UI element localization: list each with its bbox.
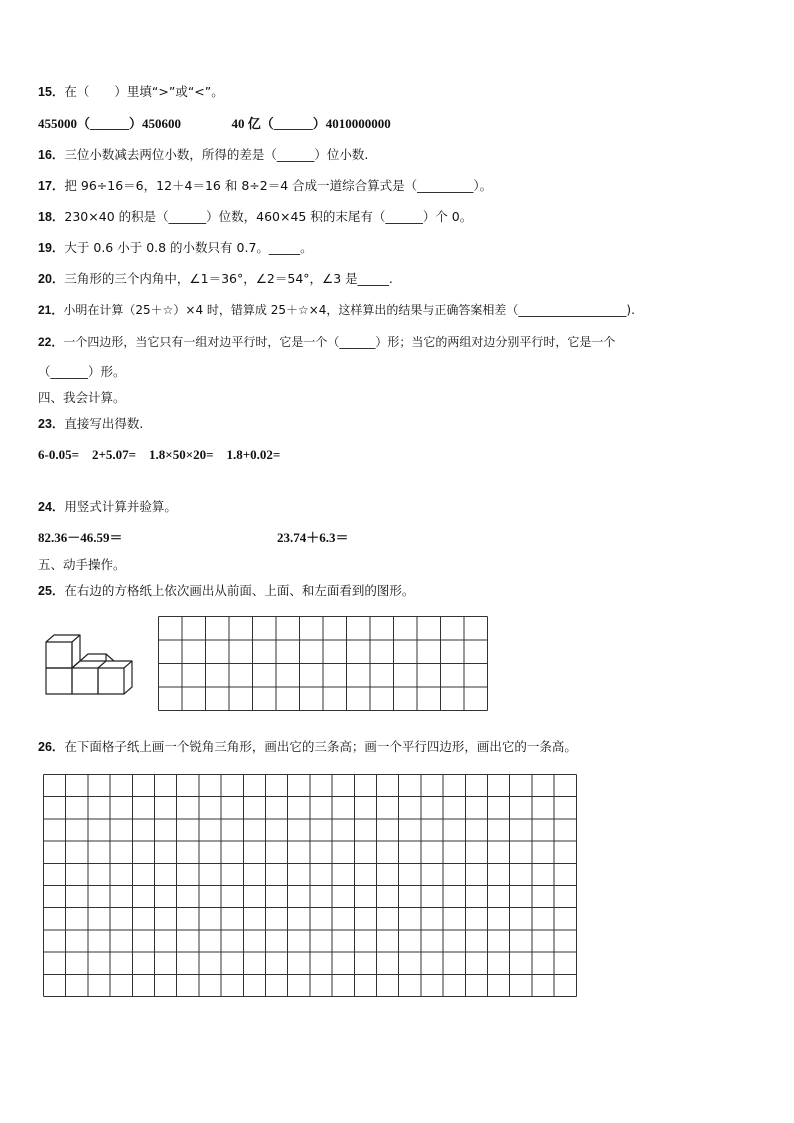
question-text: 在下面格子纸上画一个锐角三角形，画出它的三条高；画一个平行四边形，画出它的一条高。 [64,739,577,754]
question-text: 在右边的方格纸上依次画出从前面、上面、和左面看到的图形。 [64,583,415,598]
question-text[interactable]: 230×40 的积是（______）位数，460×45 积的末尾有（______）个 0。 [64,209,473,224]
question-number: 20． [38,272,65,286]
question-number: 22． [38,335,64,349]
question-number: 21． [38,303,64,317]
question-23-expressions [38,447,280,463]
comparison-b[interactable]: 40 亿（______）4010000000 [231,116,391,131]
question-text: 在（ ）里填“>”或“<”。 [64,84,224,99]
question-text[interactable]: 大于 0.6 小于 0.8 的小数只有 0.7。_____。 [64,240,313,255]
cube-stack-figure [44,628,140,696]
question-19 [38,240,313,256]
grid-paper-views[interactable] [158,616,488,722]
question-15-comparisons [38,116,391,132]
question-number: 16． [38,148,65,162]
question-text[interactable]: 把 96÷16＝6，12＋4＝16 和 8÷2＝4 合成一道综合算式是（_________）。 [64,178,493,193]
question-15 [38,84,224,100]
question-text[interactable]: 三角形的三个内角中，∠1＝36°，∠2＝54°，∠3 是_____. [64,271,393,286]
question-17 [38,178,492,194]
grid-drawing-svg[interactable] [43,774,579,998]
question-text[interactable]: 一个四边形，当它只有一组对边平行时，它是一个（______）形；当它的两组对边分别平行时，它是一个 [63,335,616,349]
question-21 [38,302,635,318]
expression-b[interactable]: 23.74＋6.3＝ [277,530,349,545]
grid-views-svg[interactable] [158,616,488,722]
section-5-heading [38,557,126,573]
question-24 [38,499,177,515]
question-number: 25． [38,584,65,598]
question-number: 24． [38,500,65,514]
section-title: 五、动手操作。 [38,557,126,572]
question-16 [38,147,368,163]
question-text[interactable]: 小明在计算（25＋☆）×4 时，错算成 25＋☆×4，这样算出的结果与正确答案相差（__________________). [63,303,635,317]
question-text: 直接写出得数. [64,416,144,431]
cube-stack-drawing [44,628,140,696]
comparison-a[interactable]: 455000（______）450600 [38,116,182,131]
question-number: 19． [38,241,65,255]
section-title: 四、我会计算。 [38,390,126,405]
question-number: 15． [38,85,65,99]
question-text: 用竖式计算并验算。 [64,499,177,514]
question-text[interactable]: （______）形。 [38,364,126,379]
question-26 [38,739,577,755]
question-23 [38,416,143,432]
question-number: 17． [38,179,65,193]
question-20 [38,271,393,287]
question-25 [38,583,414,599]
question-number: 23． [38,417,65,431]
expression-a[interactable]: 82.36－46.59＝ [38,530,123,545]
grid-paper-drawing[interactable] [43,774,579,998]
question-22-continued [38,364,126,380]
question-number: 26． [38,740,65,754]
question-18 [38,209,472,225]
question-text[interactable]: 三位小数减去两位小数，所得的差是（______）位小数. [64,147,369,162]
section-4-heading [38,390,126,406]
question-24-expressions [38,530,349,546]
expression-list[interactable]: 6-0.05= 2+5.07= 1.8×50×20= 1.8+0.02= [38,447,281,462]
question-number: 18． [38,210,65,224]
question-22 [38,334,615,350]
